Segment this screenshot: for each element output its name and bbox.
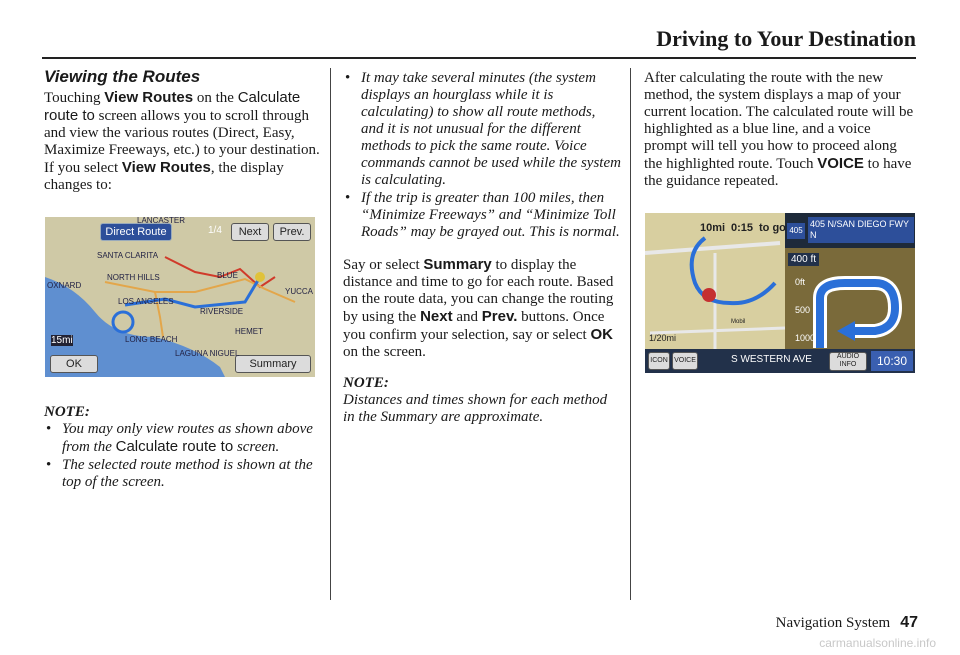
prev-button[interactable]: Prev. — [273, 223, 311, 241]
place-label: HEMET — [235, 327, 263, 336]
route-map-screenshot — [45, 217, 315, 377]
caution-list — [343, 70, 621, 241]
audio-info-button[interactable]: AUDIO INFO — [829, 352, 867, 371]
note-list — [44, 421, 320, 491]
to-go-label: to go — [759, 222, 786, 234]
column-3 — [644, 70, 916, 190]
summary-button[interactable]: Summary — [235, 355, 311, 373]
list-item: • You may only view routes as shown above from the Calculate route to screen. — [46, 421, 313, 455]
street-name: S WESTERN AVE — [731, 354, 812, 365]
list-item: • The selected route method is shown at the top of the screen. — [46, 457, 313, 490]
map-scale: 1/20mi — [649, 333, 677, 343]
watermark: carmanualsonline.info — [819, 636, 936, 650]
place-label: BLUE — [217, 271, 238, 280]
ok-button[interactable]: OK — [50, 355, 98, 373]
place-label: LAGUNA NIGUEL — [175, 349, 240, 358]
guidance-map-screenshot — [645, 213, 915, 373]
place-label: LONG BEACH — [125, 335, 178, 344]
intro-paragraph: Touching View Routes on the Calculate route to screen allows you to scroll through and view the various routes (Direct, Easy, Maximize Freeways, etc.) to your destination. If you select View Routes, the display changes to: — [44, 89, 320, 193]
guidance-paragraph: After calculating the route with the new method, the system displays a map of your current location. The calculated route will be highlighted as a blue line, and a voice prompt will tell you how to proceed along the highlighted route. Touch VOICE to have the guidance repeated. — [644, 70, 914, 189]
freeway-shield: 405 — [787, 223, 805, 239]
column-2 — [343, 70, 621, 426]
list-item: • It may take several minutes (the system displays an hourglass while it is calculating) to show all route methods, and it is not unusual for the different methods to pick the same route. Voice commands cannot be used while the system is calculating. — [345, 70, 621, 188]
column-divider — [630, 68, 631, 600]
icon-button[interactable]: ICON — [648, 352, 670, 370]
column-divider — [330, 68, 331, 600]
time-to-go: 0:15 — [731, 222, 754, 234]
place-label: NORTH HILLS — [107, 273, 160, 282]
place-label: RIVERSIDE — [200, 307, 244, 316]
page-footer — [776, 614, 918, 632]
direct-route-label: Direct Route — [100, 223, 172, 241]
page-header-title: Driving to Your Destination — [656, 26, 916, 51]
place-label: OXNARD — [47, 281, 82, 290]
place-label: LOS ANGELES — [118, 297, 174, 306]
bar-label: 1000 — [795, 333, 816, 343]
distance-to-turn: 400 ft — [788, 253, 819, 266]
voice-button[interactable]: VOICE — [672, 352, 698, 370]
place-label: SANTA CLARITA — [97, 251, 159, 260]
next-button[interactable]: Next — [231, 223, 269, 241]
distance-to-go: 10mi — [700, 222, 726, 234]
map-scale: 15mi — [51, 335, 73, 346]
place-label: YUCCA — [285, 287, 314, 296]
page-number: 47 — [900, 614, 918, 631]
clock: 10:30 — [871, 351, 913, 371]
footer-label: Navigation System — [775, 615, 891, 631]
header-rule — [42, 57, 916, 59]
freeway-name: 405 N/SAN DIEGO FWY N — [808, 217, 914, 243]
bar-label: 0ft — [795, 277, 806, 287]
note-text: Distances and times shown for each method in the Summary are approximate. — [343, 392, 608, 425]
local-label: Mobil — [731, 319, 746, 325]
summary-paragraph: Say or select Summary to display the distance and time to go for each route. Based on the route data, you can change the routing by using the Next and Prev. buttons. Once you confirm your selection, say or select OK on the screen. — [343, 256, 614, 360]
place-label: LANCASTER — [137, 217, 186, 225]
route-counter: 1/4 — [208, 225, 222, 236]
bar-label: 500 — [795, 305, 811, 315]
section-heading: Viewing the Routes — [44, 67, 201, 86]
note-label: NOTE: — [44, 404, 90, 420]
list-item: • If the trip is greater than 100 miles, then “Minimize Freeways” and “Minimize Toll Roads” may be grayed out. This is normal. — [345, 190, 620, 240]
note-label: NOTE: — [343, 375, 389, 391]
